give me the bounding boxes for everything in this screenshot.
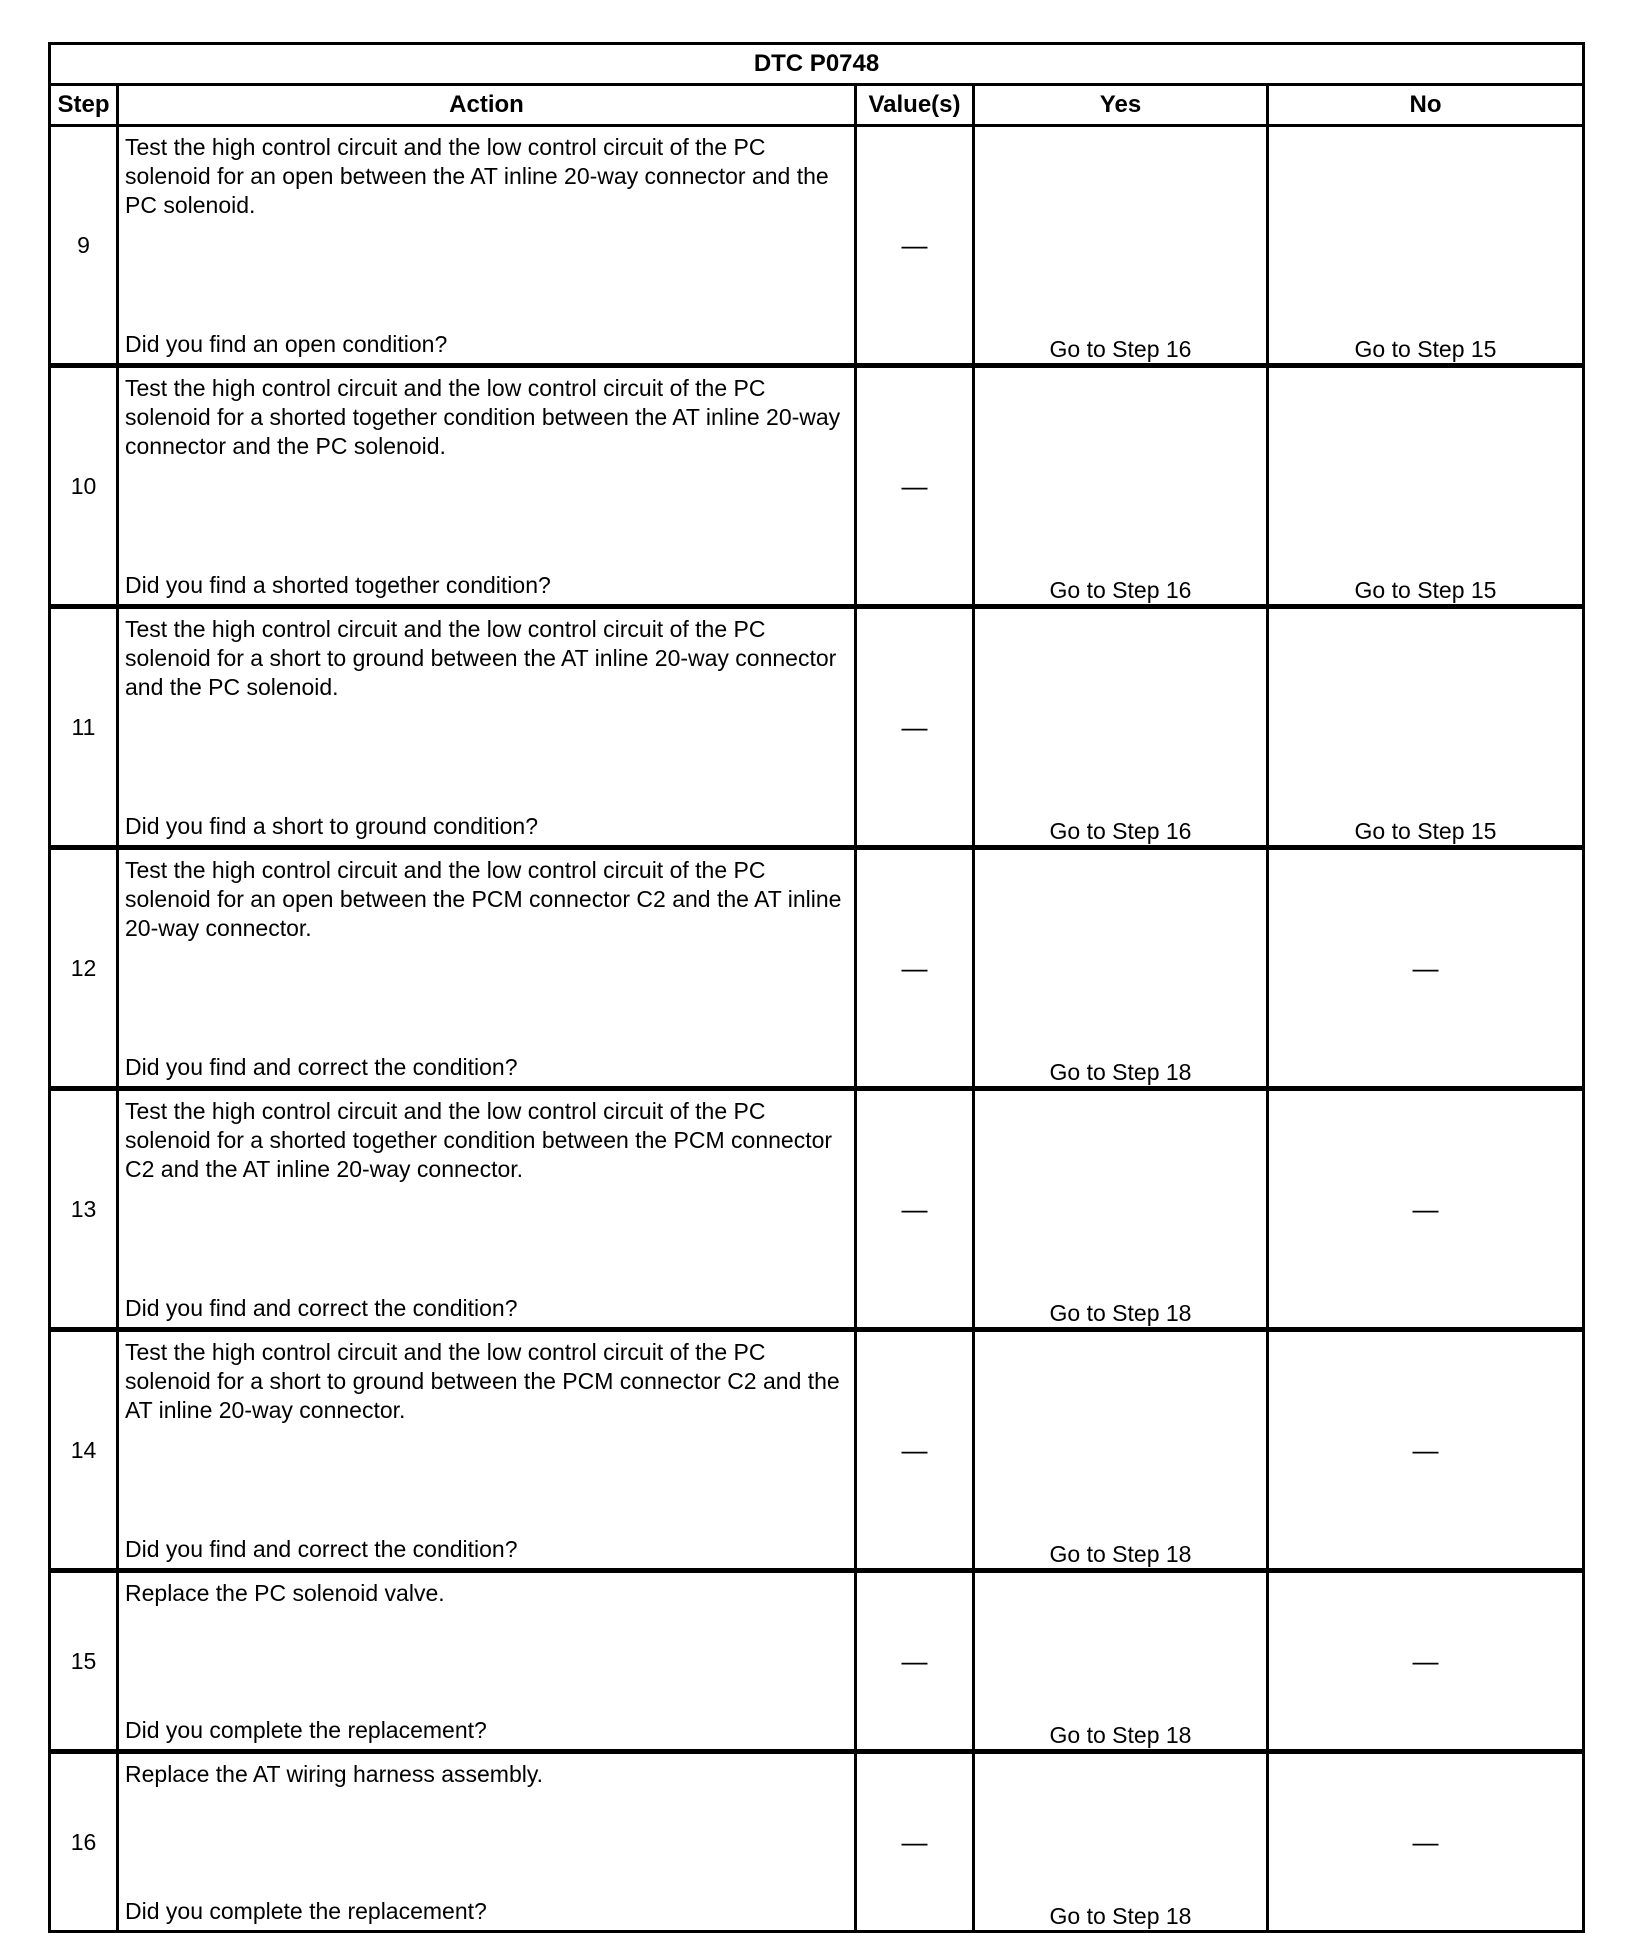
no-cell: —: [1268, 1330, 1584, 1571]
yes-cell: Go to Step 18: [974, 1752, 1268, 1932]
no-cell: —: [1268, 848, 1584, 1089]
step-number: 11: [50, 607, 118, 848]
header-yes: Yes: [974, 85, 1268, 126]
table-row: [50, 1571, 1584, 1752]
step-number: 12: [50, 848, 118, 1089]
action-question: Did you find and correct the condition?: [125, 1054, 518, 1080]
yes-cell: Go to Step 16: [974, 126, 1268, 366]
action-cell: [118, 126, 856, 366]
no-cell: —: [1268, 1752, 1584, 1932]
step-number: 10: [50, 366, 118, 607]
step-number: 14: [50, 1330, 118, 1571]
step-number: 9: [50, 126, 118, 366]
table-row: [50, 1752, 1584, 1932]
action-cell: [118, 1330, 856, 1571]
table-row: [50, 1330, 1584, 1571]
action-cell: [118, 848, 856, 1089]
step-number: 13: [50, 1089, 118, 1330]
action-text: Test the high control circuit and the low control circuit of the PC solenoid for a short to ground between the PCM connector C2 and the AT inline 20-way connector.: [125, 1339, 840, 1423]
table-title: DTC P0748: [50, 44, 1584, 85]
action-text: Test the high control circuit and the low control circuit of the PC solenoid for a shorted together condition between the AT inline 20-way connector and the PC solenoid.: [125, 375, 841, 459]
action-cell: [118, 607, 856, 848]
action-question: Did you find a shorted together condition?: [125, 572, 551, 598]
value-cell: —: [856, 1089, 974, 1330]
value-cell: —: [856, 126, 974, 366]
action-question: Did you find an open condition?: [125, 331, 448, 357]
action-question: Did you complete the replacement?: [125, 1898, 487, 1924]
value-cell: —: [856, 1330, 974, 1571]
header-values: Value(s): [856, 85, 974, 126]
action-text: Test the high control circuit and the low control circuit of the PC solenoid for a short to ground between the AT inline 20-way connector and the PC solenoid.: [125, 616, 837, 700]
action-cell: [118, 1752, 856, 1932]
table-row: [50, 607, 1584, 848]
step-number: 15: [50, 1571, 118, 1752]
header-action: Action: [118, 85, 856, 126]
no-cell: —: [1268, 1571, 1584, 1752]
yes-cell: Go to Step 16: [974, 366, 1268, 607]
table-row: [50, 848, 1584, 1089]
header-no: No: [1268, 85, 1584, 126]
action-question: Did you find and correct the condition?: [125, 1536, 518, 1562]
value-cell: —: [856, 848, 974, 1089]
yes-cell: Go to Step 16: [974, 607, 1268, 848]
no-cell: Go to Step 15: [1268, 607, 1584, 848]
action-text: Test the high control circuit and the low control circuit of the PC solenoid for a shorted together condition between the PCM connector C2 and the AT inline 20-way connector.: [125, 1098, 833, 1182]
action-cell: [118, 366, 856, 607]
header-step: Step: [50, 85, 118, 126]
value-cell: —: [856, 607, 974, 848]
action-text: Test the high control circuit and the low control circuit of the PC solenoid for an open between the PCM connector C2 and the AT inline 20-way connector.: [125, 857, 842, 941]
step-number: 16: [50, 1752, 118, 1932]
table-row: [50, 126, 1584, 366]
value-cell: —: [856, 1571, 974, 1752]
no-cell: —: [1268, 1089, 1584, 1330]
action-text: Replace the PC solenoid valve.: [125, 1580, 445, 1606]
yes-cell: Go to Step 18: [974, 848, 1268, 1089]
action-text: Test the high control circuit and the low control circuit of the PC solenoid for an open between the AT inline 20-way connector and the PC solenoid.: [125, 134, 829, 218]
no-cell: Go to Step 15: [1268, 126, 1584, 366]
yes-cell: Go to Step 18: [974, 1089, 1268, 1330]
action-cell: [118, 1571, 856, 1752]
action-cell: [118, 1089, 856, 1330]
dtc-table: [48, 42, 1585, 1933]
table-row: [50, 1089, 1584, 1330]
action-question: Did you find a short to ground condition?: [125, 813, 538, 839]
action-question: Did you complete the replacement?: [125, 1717, 487, 1743]
table-row: [50, 366, 1584, 607]
yes-cell: Go to Step 18: [974, 1330, 1268, 1571]
action-text: Replace the AT wiring harness assembly.: [125, 1761, 544, 1787]
value-cell: —: [856, 366, 974, 607]
no-cell: Go to Step 15: [1268, 366, 1584, 607]
yes-cell: Go to Step 18: [974, 1571, 1268, 1752]
value-cell: —: [856, 1752, 974, 1932]
action-question: Did you find and correct the condition?: [125, 1295, 518, 1321]
